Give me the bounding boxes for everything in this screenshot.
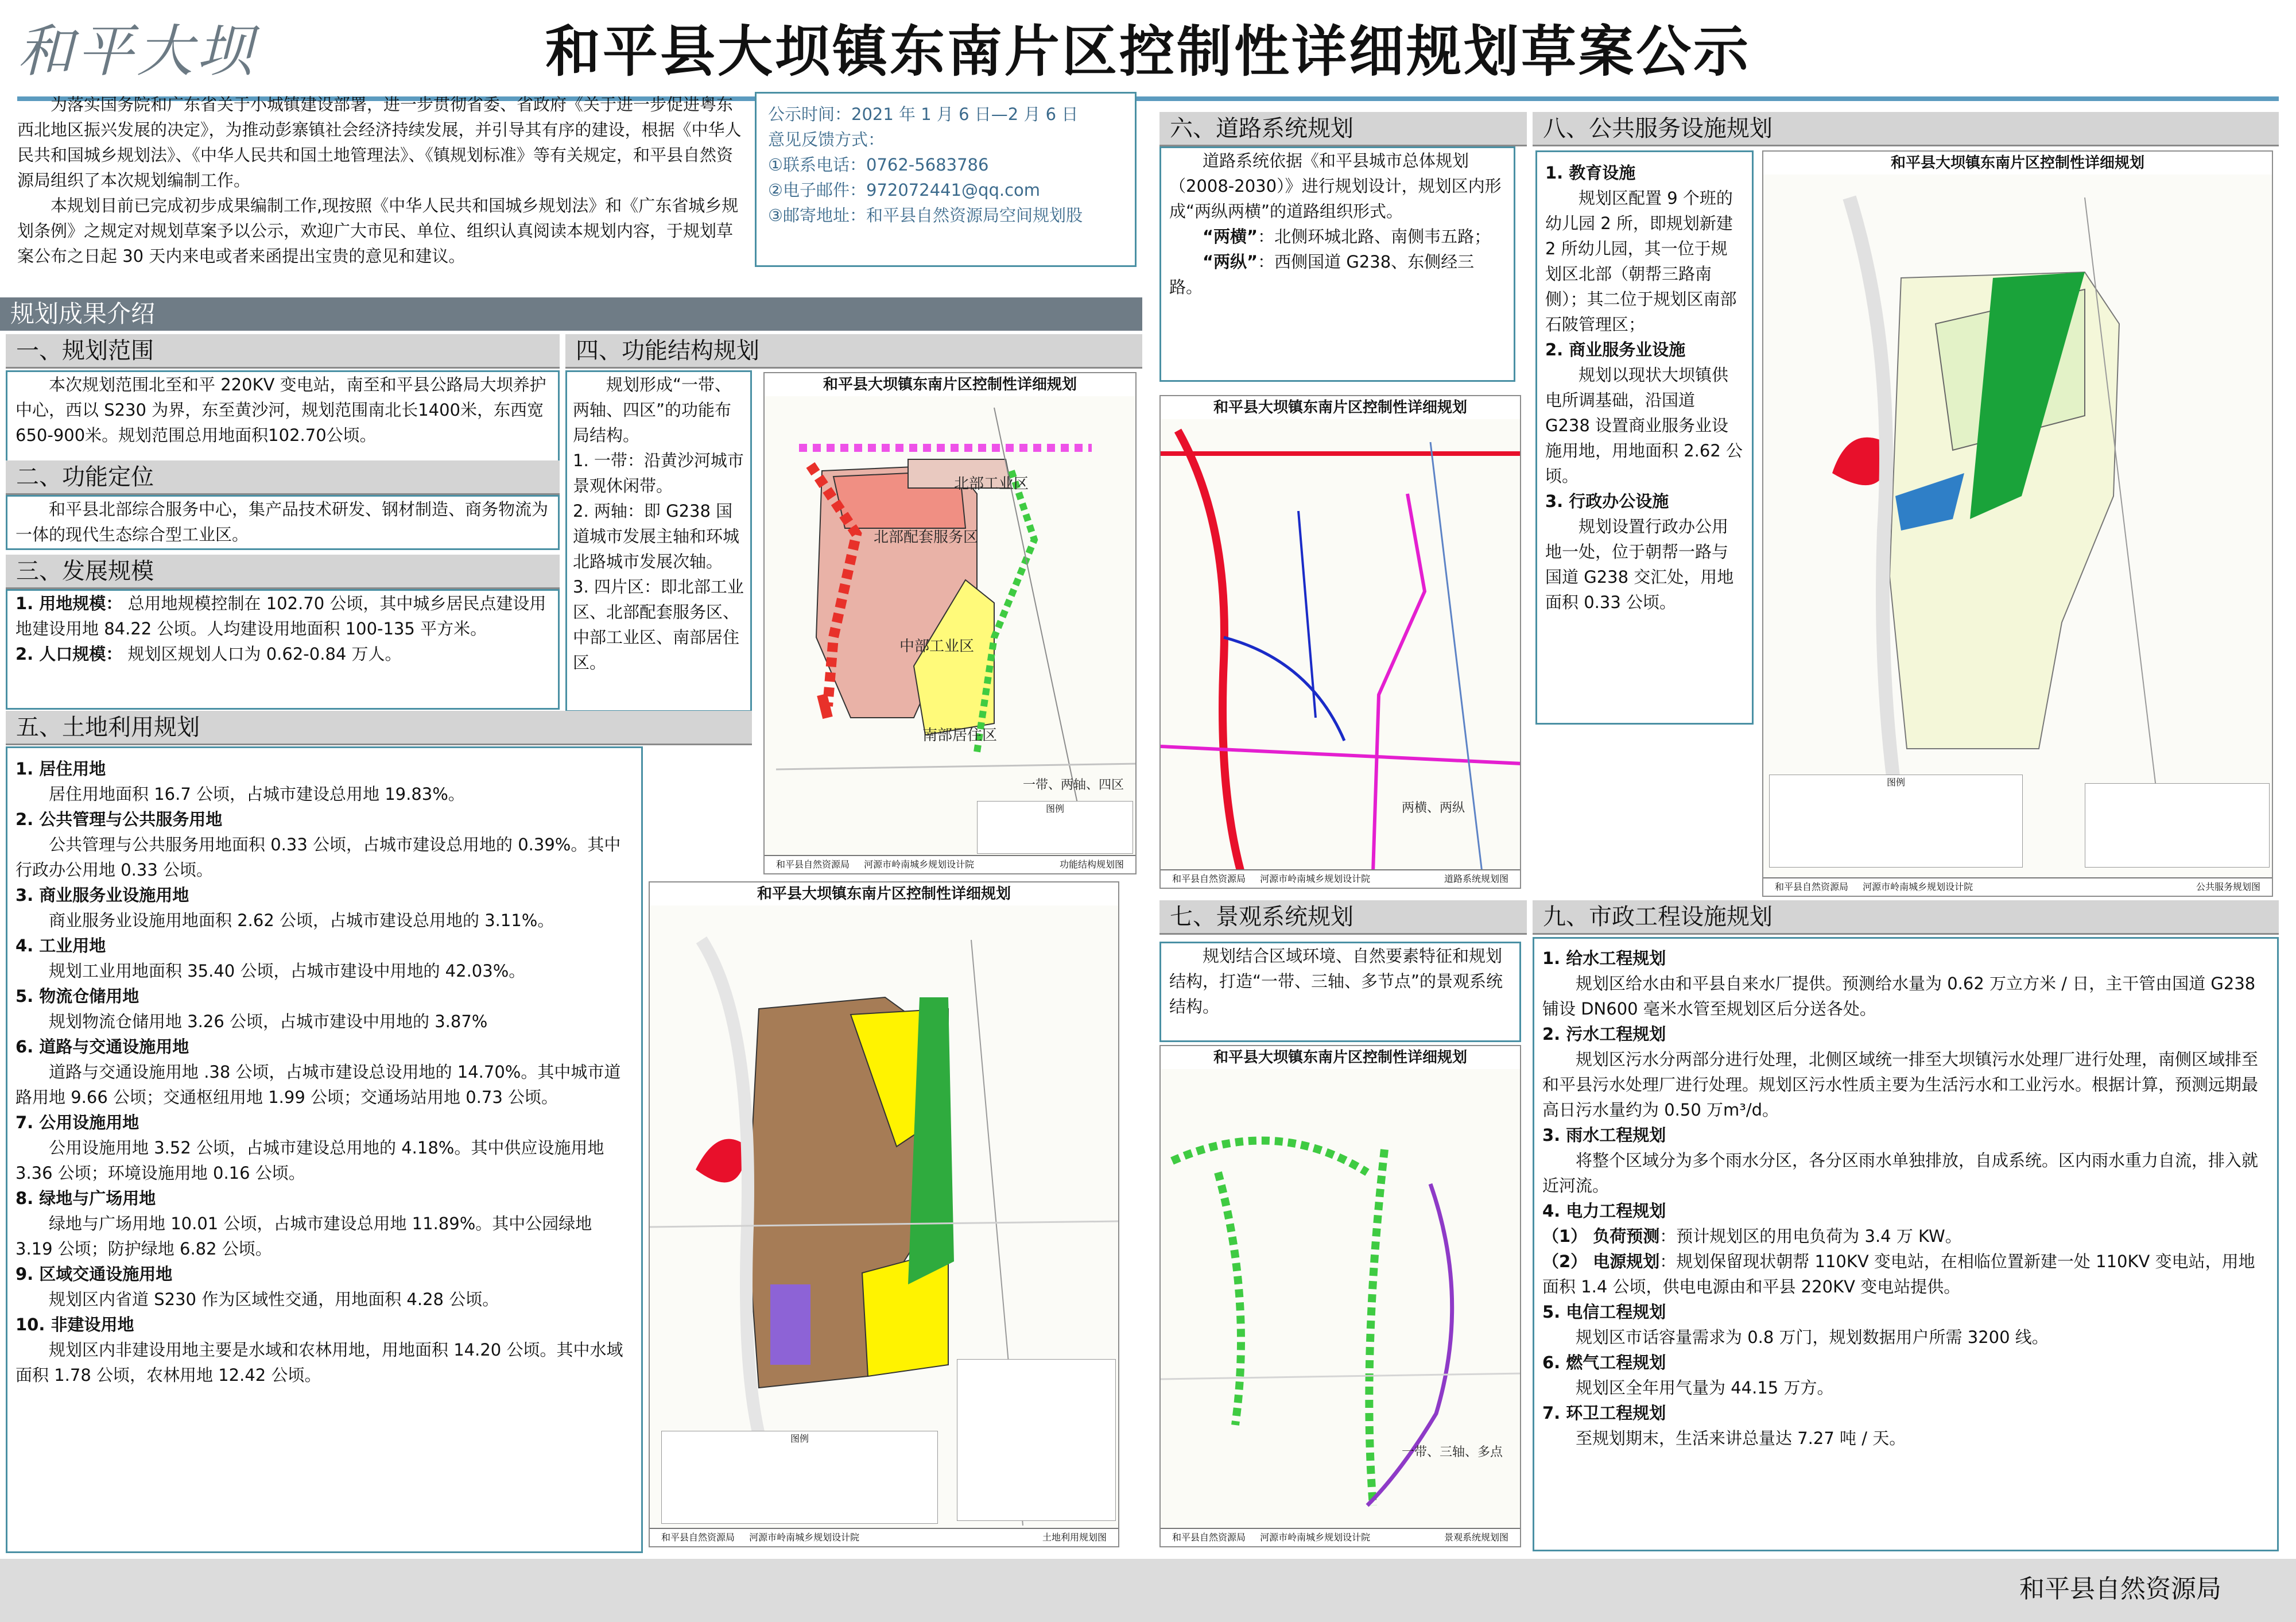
landuse-item-text: 规划区内省道 S230 作为区域性交通，用地面积 4.28 公顷。 bbox=[49, 1290, 499, 1309]
footer-org-2: 河源市岭南城乡规划设计院 bbox=[749, 1532, 860, 1543]
load-forecast bbox=[1542, 1224, 2269, 1249]
rainwater-heading: 3. 雨水工程规划 bbox=[1542, 1125, 1666, 1145]
power-heading: 4. 电力工程规划 bbox=[1542, 1201, 1666, 1221]
section-3-body bbox=[6, 589, 560, 710]
sewage-heading: 2. 污水工程规划 bbox=[1542, 1024, 1666, 1044]
notice-period: 公示时间：2021 年 1 月 6 日—2 月 6 日 bbox=[768, 104, 1079, 124]
section-7-text: 规划结合区域环境、自然要素特征和规划结构，打造“一带、三轴、多节点”的景观系统结构。 bbox=[1169, 946, 1503, 1016]
legend-title: 图例 bbox=[790, 1433, 809, 1444]
section-6-intro: 道路系统依据《和平县城市总体规划（2008-2030）》进行规划设计，规划区内形成“两纵两横”的道路组织形式。 bbox=[1169, 151, 1502, 221]
landuse-item-heading: 1. 居住用地 bbox=[15, 759, 106, 779]
road-system-map bbox=[1159, 395, 1521, 889]
section-4-title: 四、功能结构规划 bbox=[565, 334, 1142, 369]
load-forecast-text: ：预计规划区的用电负荷为 3.4 万 KW。 bbox=[1659, 1226, 1962, 1246]
landuse-list bbox=[15, 756, 633, 1388]
admin-text: 规划设置行政办公用地一处，位于朝帮一路与国道 G238 交汇处，用地面积 0.33 公顷。 bbox=[1545, 517, 1734, 612]
commercial-text: 规划以现状大坝镇供电所调基础，沿国道 G238 设置商业服务业设施用地，用地面积 2.62 公顷。 bbox=[1545, 365, 1743, 486]
section-6-two-horizontal bbox=[1169, 224, 1506, 249]
telecom-heading: 5. 电信工程规划 bbox=[1542, 1302, 1666, 1322]
two-vertical-heading: “两纵” bbox=[1203, 252, 1258, 272]
gas-heading: 6. 燃气工程规划 bbox=[1542, 1353, 1666, 1372]
gas-text: 规划区全年用气量为 44.15 万方。 bbox=[1576, 1378, 1834, 1398]
landuse-item-text: 公共管理与公共服务用地面积 0.33 公顷，占城市建设总用地的 0.39%。其中行政办公用地 0.33 公顷。 bbox=[15, 835, 621, 880]
section-1-title: 一、规划范围 bbox=[6, 334, 560, 369]
section-5-title: 五、土地利用规划 bbox=[6, 711, 752, 745]
footer-org-1: 和平县自然资源局 bbox=[776, 859, 850, 870]
rainwater-text: 将整个区域分为多个雨水分区，各分区雨水单独排放，自成系统。区内雨水重力自流，排入就近河流。 bbox=[1542, 1151, 2259, 1195]
section-9-title: 九、市政工程设施规划 bbox=[1533, 900, 2279, 935]
contact-box bbox=[755, 92, 1137, 267]
landuse-item-heading: 8. 绿地与广场用地 bbox=[15, 1189, 156, 1208]
legend-title: 图例 bbox=[1886, 777, 1905, 788]
section-6-title: 六、道路系统规划 bbox=[1159, 112, 1527, 146]
sanitation-heading: 7. 环卫工程规划 bbox=[1542, 1403, 1666, 1423]
road-map-footer bbox=[1161, 869, 1520, 888]
education-text: 规划区配置 9 个班的幼儿园 2 所，即规划新建 2 所幼儿园，其一位于规划区北部（朝帮三路南侧）；其二位于规划区南部石陂管理区； bbox=[1545, 188, 1737, 334]
footer-org-1: 和平县自然资源局 bbox=[661, 1532, 735, 1543]
footer-band bbox=[0, 1559, 2296, 1622]
footer-organization: 和平县自然资源局 bbox=[2019, 1574, 2221, 1604]
contact-phone[interactable]: ①联系电话：0762-5683786 bbox=[768, 155, 989, 175]
contact-mail: ③邮寄地址：和平县自然资源局空间规划股 bbox=[768, 206, 1083, 225]
service-map-title: 和平县大坝镇东南片区控制性详细规划 bbox=[1763, 152, 2272, 176]
section-4-item-1: 1. 一带：沿黄沙河城市景观休闲带。 bbox=[573, 451, 744, 495]
function-map-title: 和平县大坝镇东南片区控制性详细规划 bbox=[765, 373, 1135, 397]
landuse-item-text: 道路与交通设施用地 .38 公顷，占城市建设总设用地的 14.70%。其中城市道路用地 9.66 公顷；交通枢纽用地 1.99 公顷；交通场站用地 0.73 公顷。 bbox=[15, 1062, 621, 1107]
land-use-map-footer bbox=[650, 1528, 1118, 1546]
landuse-item-text: 规划工业用地面积 35.40 公顷，占城市建设中用地的 42.03%。 bbox=[49, 961, 526, 981]
land-scale-text: 总用地规模控制在 102.70 公顷，其中城乡居民点建设用地建设用地 84.22 公顷。人均建设用地面积 100-135 平方米。 bbox=[15, 594, 546, 638]
land-use-balance-table bbox=[957, 1359, 1116, 1521]
logo: 和平大坝 bbox=[17, 19, 257, 84]
road-map-graphic bbox=[1161, 419, 1521, 873]
landuse-item-text: 规划区内非建设用地主要是水域和农林用地，用地面积 14.20 公顷。其中水域面积 1.78 公顷，农林用地 12.42 公顷。 bbox=[15, 1340, 623, 1385]
land-use-map bbox=[649, 881, 1119, 1547]
intro-paragraph-1: 为落实国务院和广东省关于小城镇建设部署，进一步贯彻省委、省政府《关于进一步促进粤东西北地区振兴发展的决定》，为推动彭寨镇社会经济持续发展，并引导其有序的建设，根据《中华人民共和国城乡规划法》、《中华人民共和国土地管理法》、《镇规划标准》等有关规定，和平县自然资源局组织了本次规划编制工作。 bbox=[17, 95, 742, 190]
landscape-map-footer bbox=[1161, 1528, 1520, 1546]
landuse-item-heading: 6. 道路与交通设施用地 bbox=[15, 1037, 189, 1056]
section-3-title: 三、发展规模 bbox=[6, 555, 560, 589]
landscape-map-name: 景观系统规划图 bbox=[1444, 1532, 1508, 1543]
section-8-title: 八、公共服务设施规划 bbox=[1533, 112, 2279, 146]
feedback-label: 意见反馈方式： bbox=[768, 130, 885, 149]
service-facility-table bbox=[2085, 783, 2270, 868]
landuse-item-text: 居住用地面积 16.7 公顷，占城市建设总用地 19.83%。 bbox=[49, 784, 465, 804]
footer-org-2: 河源市岭南城乡规划设计院 bbox=[1863, 881, 1973, 892]
section-4-item-2: 2. 两轴：即 G238 国道城市发展主轴和环城北路城市发展次轴。 bbox=[573, 501, 740, 571]
page-title: 和平县大坝镇东南片区控制性详细规划草案公示 bbox=[545, 20, 1751, 84]
power-source-heading: （2） 电源规划 bbox=[1542, 1252, 1660, 1271]
section-4-body bbox=[565, 370, 752, 712]
footer-org-1: 和平县自然资源局 bbox=[1172, 873, 1246, 884]
landuse-item-heading: 5. 物流仓储用地 bbox=[15, 986, 139, 1006]
label-north-service: 北部配套服务区 bbox=[874, 529, 979, 546]
section-2-text: 和平县北部综合服务中心，集产品技术研发、钢材制造、商务物流为一体的现代生态综合型工业区。 bbox=[15, 500, 549, 544]
function-map-caption: 一带、两轴、四区 bbox=[1023, 778, 1124, 792]
footer-org-2: 河源市岭南城乡规划设计院 bbox=[1260, 1532, 1371, 1543]
landuse-item-heading: 10. 非建设用地 bbox=[15, 1315, 134, 1334]
two-horizontal-text: ：北侧环城北路、南侧韦五路； bbox=[1258, 227, 1491, 246]
section-2-title: 二、功能定位 bbox=[6, 460, 560, 495]
two-horizontal-heading: “两横” bbox=[1203, 227, 1258, 246]
landuse-item-heading: 3. 商业服务业设施用地 bbox=[15, 885, 189, 905]
landscape-map-title: 和平县大坝镇东南片区控制性详细规划 bbox=[1161, 1046, 1520, 1070]
population-scale bbox=[15, 641, 550, 667]
footer-org-2: 河源市岭南城乡规划设计院 bbox=[1260, 873, 1371, 884]
footer-org-2: 河源市岭南城乡规划设计院 bbox=[864, 859, 975, 870]
footer-org-1: 和平县自然资源局 bbox=[1775, 881, 1849, 892]
admin-heading: 3. 行政办公设施 bbox=[1545, 491, 1669, 511]
commercial-heading: 2. 商业服务业设施 bbox=[1545, 340, 1686, 359]
section-7-title: 七、景观系统规划 bbox=[1159, 900, 1527, 935]
section-6-body bbox=[1159, 146, 1515, 382]
section-1-body bbox=[6, 370, 560, 462]
land-use-map-name: 土地利用规划图 bbox=[1042, 1532, 1107, 1543]
power-source-text: ：规划保留现状朝帮 110KV 变电站，在相临位置新建一处 110KV 变电站，用地面积 1.4 公顷，供电电源由和平县 220KV 变电站提供。 bbox=[1542, 1252, 2255, 1296]
education-heading: 1. 教育设施 bbox=[1545, 163, 1636, 183]
road-map-name: 道路系统规划图 bbox=[1444, 873, 1508, 884]
landuse-item-text: 规划物流仓储用地 3.26 公顷，占城市建设中用地的 3.87% bbox=[49, 1012, 488, 1031]
landuse-item-text: 绿地与广场用地 10.01 公顷，占城市建设总用地 11.89%。其中公园绿地 3.19 公顷；防护绿地 6.82 公顷。 bbox=[15, 1214, 592, 1259]
sewage-text: 规划区污水分两部分进行处理，北侧区域统一排至大坝镇污水处理厂进行处理，南侧区域排至和平县污水处理厂进行处理。规划区污水性质主要为生活污水和工业污水。根据计算，预测远期最高日污水量约为 0.50 万m³/d。 bbox=[1542, 1050, 2259, 1120]
public-service-map bbox=[1762, 150, 2273, 897]
function-map-footer bbox=[765, 855, 1135, 873]
population-scale-text: 规划区规划人口为 0.62-0.84 万人。 bbox=[127, 644, 402, 664]
load-forecast-heading: （1） 负荷预测 bbox=[1542, 1226, 1660, 1246]
land-use-map-title: 和平县大坝镇东南片区控制性详细规划 bbox=[650, 882, 1118, 907]
population-scale-heading: 2. 人口规模： bbox=[15, 644, 123, 664]
section-2-body bbox=[6, 495, 560, 550]
section-7-body bbox=[1159, 942, 1521, 1042]
land-scale-heading: 1. 用地规模： bbox=[15, 594, 123, 613]
landscape-map-caption: 一带、三轴、多点 bbox=[1402, 1445, 1503, 1460]
footer-org-1: 和平县自然资源局 bbox=[1172, 1532, 1246, 1543]
water-supply-text: 规划区给水由和平县自来水厂提供。预测给水量为 0.62 万立方米 / 日，主干管由国道 G238 铺设 DN600 毫米水管至规划区后分送各处。 bbox=[1542, 974, 2256, 1019]
legend-title: 图例 bbox=[1045, 803, 1064, 814]
section-6-two-vertical bbox=[1169, 249, 1506, 300]
section-1-text: 本次规划范围北至和平 220KV 变电站，南至和平县公路局大坝养护中心，西以 S230 为界，东至黄沙河，规划范围南北长1400米，东西宽650-900米。规划范围总用地面积102.70公顷。 bbox=[15, 375, 546, 445]
function-map-legend bbox=[977, 801, 1133, 854]
two-vertical-text: ：西侧国道 G238、东侧经三路。 bbox=[1169, 252, 1475, 297]
land-scale bbox=[15, 591, 550, 641]
landuse-item-heading: 7. 公用设施用地 bbox=[15, 1113, 139, 1132]
water-supply-heading: 1. 给水工程规划 bbox=[1542, 949, 1666, 968]
landuse-item-text: 公用设施用地 3.52 公顷，占城市建设总用地的 4.18%。其中供应设施用地 3.36 公顷；环境设施用地 0.16 公顷。 bbox=[15, 1138, 604, 1183]
section-4-intro: 规划形成“一带、两轴、四区”的功能布局结构。 bbox=[573, 375, 732, 445]
landuse-item-heading: 9. 区域交通设施用地 bbox=[15, 1264, 173, 1284]
function-structure-map bbox=[763, 372, 1137, 874]
intro-text bbox=[17, 92, 746, 290]
service-map-legend bbox=[1769, 775, 2023, 868]
telecom-text: 规划区市话容量需求为 0.8 万门，规划数据用户所需 3200 线。 bbox=[1576, 1327, 2049, 1347]
landuse-item-text: 商业服务业设施用地面积 2.62 公顷，占城市建设总用地的 3.11%。 bbox=[49, 911, 554, 930]
landuse-item-heading: 4. 工业用地 bbox=[15, 936, 106, 955]
landscape-map-graphic bbox=[1161, 1069, 1521, 1531]
landuse-item-heading: 2. 公共管理与公共服务用地 bbox=[15, 810, 223, 829]
section-4-item-3: 3. 四片区：即北部工业区、北部配套服务区、中部工业区、南部居住区。 bbox=[573, 577, 744, 672]
label-north-industrial: 北部工业区 bbox=[954, 475, 1029, 493]
road-map-title: 和平县大坝镇东南片区控制性详细规划 bbox=[1161, 396, 1520, 420]
road-map-caption: 两横、两纵 bbox=[1402, 801, 1465, 815]
results-band: 规划成果介绍 bbox=[0, 297, 1142, 331]
landscape-system-map bbox=[1159, 1045, 1521, 1547]
section-5-body bbox=[6, 746, 643, 1553]
section-9-body bbox=[1533, 937, 2279, 1551]
power-source bbox=[1542, 1249, 2269, 1299]
label-south-residential: 南部居住区 bbox=[922, 727, 998, 744]
service-map-footer bbox=[1763, 877, 2272, 896]
intro-paragraph-2: 本规划目前已完成初步成果编制工作,现按照《中华人民共和国城乡规划法》和《广东省城乡规划条例》之规定对规划草案予以公示，欢迎广大市民、单位、组织认真阅读本规划内容，于规划草案公布之日起 30 天内来电或者来函提出宝贵的意见和建议。 bbox=[17, 196, 739, 266]
service-map-name: 公共服务规划图 bbox=[2196, 881, 2260, 892]
section-8-body bbox=[1535, 150, 1754, 725]
contact-email[interactable]: ②电子邮件：972072441@qq.com bbox=[768, 180, 1041, 200]
land-use-map-legend bbox=[661, 1431, 938, 1524]
label-mid-industrial: 中部工业区 bbox=[899, 638, 975, 655]
function-map-name: 功能结构规划图 bbox=[1059, 859, 1124, 870]
sanitation-text: 至规划期末，生活来讲总量达 7.27 吨 / 天。 bbox=[1576, 1429, 1906, 1448]
